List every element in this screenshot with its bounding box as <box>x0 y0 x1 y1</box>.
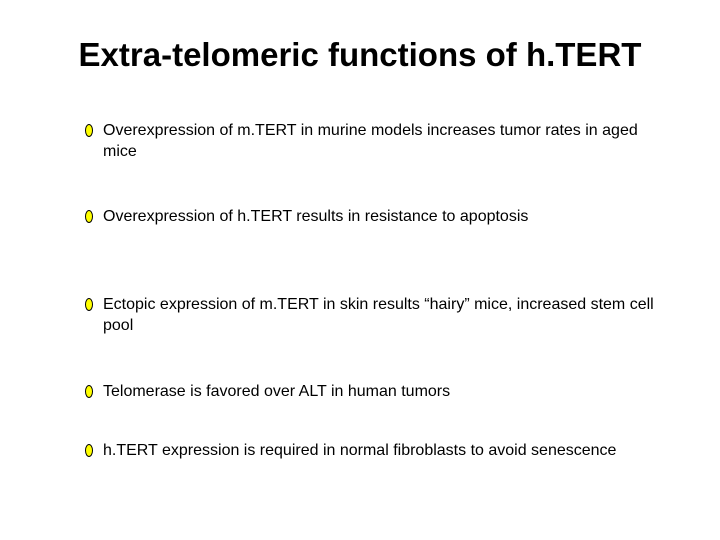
bullet-text: Overexpression of m.TERT in murine models increases tumor rates in aged mice <box>103 122 638 160</box>
bullet-text: h.TERT expression is required in normal fibroblasts to avoid senescence <box>103 442 617 459</box>
bullet-oval-icon <box>85 298 93 311</box>
bullet-oval-icon <box>85 124 93 137</box>
bullet-oval-icon <box>85 444 93 457</box>
bullet-text: Overexpression of h.TERT results in resistance to apoptosis <box>103 208 529 225</box>
bullet-oval-icon <box>85 210 93 223</box>
bullet-text: Telomerase is favored over ALT in human tumors <box>103 383 451 400</box>
bullet-text: Ectopic expression of m.TERT in skin results “hairy” mice, increased stem cell pool <box>103 296 654 334</box>
slide-title: Extra-telomeric functions of h.TERT <box>78 36 642 73</box>
bullet-oval-icon <box>85 385 93 398</box>
